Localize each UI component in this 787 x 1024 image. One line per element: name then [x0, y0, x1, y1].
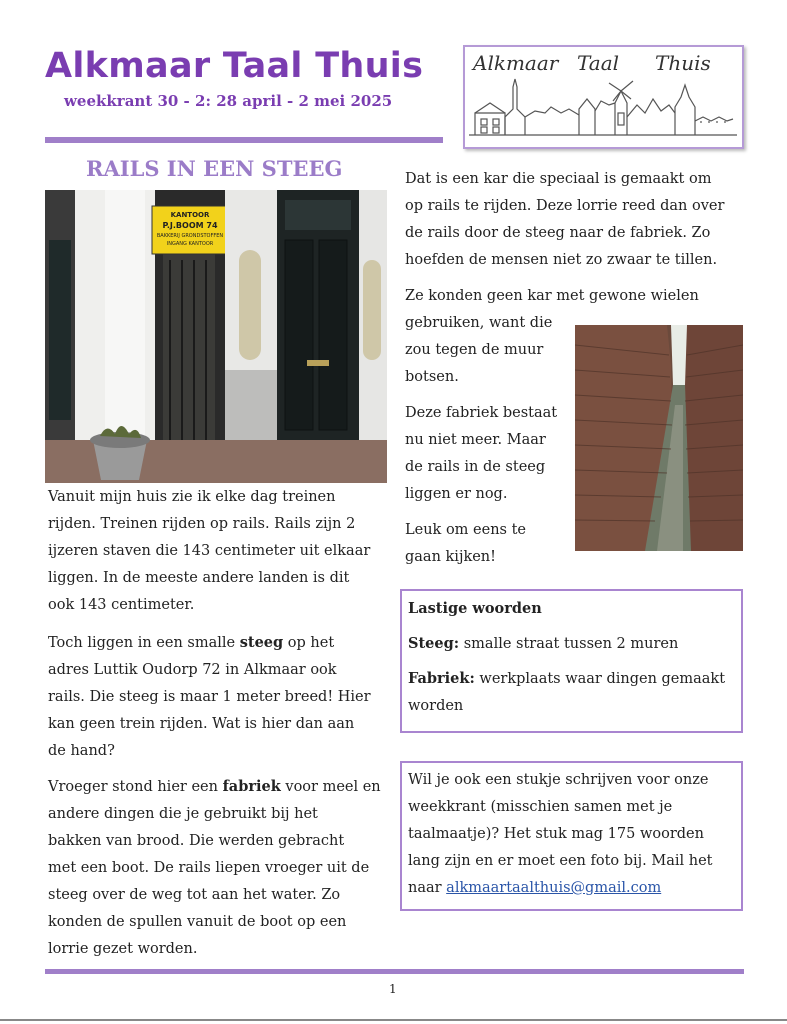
- text-line: andere dingen die je gebruikt bij het: [48, 806, 318, 822]
- logo: [463, 45, 744, 149]
- text-line: Leuk om eens te: [405, 522, 526, 538]
- text-line: Ze konden geen kar met gewone wielen: [405, 288, 699, 304]
- sign-line-4: INGANG KANTOOR: [166, 241, 214, 247]
- text-line: de rails in de steeg: [405, 459, 546, 475]
- text-line: de hand?: [48, 743, 115, 759]
- difficult-words-box: [400, 589, 743, 733]
- text-line: gebruiken, want die: [405, 315, 553, 331]
- text-line: gaan kijken!: [405, 549, 496, 565]
- text-line: botsen.: [405, 369, 459, 385]
- text-line: Vanuit mijn huis zie ik elke dag treinen: [48, 489, 336, 505]
- text-line: steeg over de weg tot aan het water. Zo: [48, 887, 341, 903]
- text-line: Vroeger stond hier een fabriek voor meel en: [48, 778, 381, 795]
- text-line: ijzeren staven die 143 centimeter uit elkaar: [48, 543, 371, 559]
- definition-steeg: Steeg: smalle straat tussen 2 muren: [408, 635, 679, 652]
- email-link[interactable]: alkmaartaalthuis@gmail.com: [446, 880, 662, 896]
- page-edge: [0, 1019, 787, 1021]
- text-line: hoefden de mensen niet zo zwaar te tillen.: [405, 252, 718, 268]
- text-line: konden de spullen vanuit de boot op een: [48, 914, 347, 930]
- text-line: Deze fabriek bestaat: [405, 405, 558, 421]
- footer-divider: [45, 969, 744, 974]
- write-for-us-box: [400, 761, 743, 911]
- text-line: Wil je ook een stukje schrijven voor onze: [408, 772, 709, 788]
- text-line: adres Luttik Oudorp 72 in Alkmaar ook: [48, 662, 337, 678]
- text-line: liggen. In de meeste andere landen is dit: [48, 570, 350, 586]
- issue-subtitle: weekkrant 30 - 2: 28 april - 2 mei 2025: [64, 92, 393, 110]
- difficult-words-title: Lastige woorden: [408, 600, 542, 617]
- text-line: liggen er nog.: [405, 486, 508, 502]
- text-line: Dat is een kar die speciaal is gemaakt om: [405, 171, 712, 187]
- text-line: lang zijn en er moet een foto bij. Mail het: [408, 853, 713, 869]
- text-line: rails. Die steeg is maar 1 meter breed! Hier: [48, 689, 371, 705]
- text-line: weekkrant (misschien samen met je: [408, 799, 673, 815]
- text-line: met een boot. De rails liepen vroeger uit de: [48, 860, 370, 876]
- text-line: zou tegen de muur: [405, 342, 544, 358]
- definition-fabriek-cont: worden: [408, 698, 464, 714]
- logo-word-taal: Taal: [577, 51, 620, 75]
- text-line: naar alkmaartaalthuis@gmail.com: [408, 880, 662, 896]
- sign-line-1: KANTOOR: [170, 211, 210, 219]
- text-line: de rails door de steeg naar de fabriek. Zo: [405, 225, 711, 241]
- article-headline: RAILS IN EEN STEEG: [86, 156, 343, 181]
- text-line: op rails te rijden. Deze lorrie reed dan over: [405, 198, 725, 214]
- alley-entrance-photo: [45, 190, 387, 483]
- sign-line-3: BAKKERIJ GRONDSTOFFEN: [156, 233, 224, 239]
- text-line: rijden. Treinen rijden op rails. Rails zijn 2: [48, 516, 356, 532]
- paragraph-fabriek: [48, 773, 388, 963]
- paragraph-trains: [48, 484, 388, 619]
- text-line: kan geen trein rijden. Wat is hier dan aan: [48, 716, 355, 732]
- text-line: nu niet meer. Maar: [405, 432, 546, 448]
- logo-word-thuis: Thuis: [655, 51, 711, 75]
- text-line: taalmaatje)? Het stuk mag 175 woorden: [408, 826, 704, 842]
- text-line: lorrie gezet worden.: [48, 941, 198, 957]
- logo-word-alkmaar: Alkmaar: [473, 51, 559, 75]
- bold-term-fabriek: fabriek: [222, 778, 281, 795]
- newspaper-title: Alkmaar Taal Thuis: [45, 46, 424, 86]
- paragraph-steeg: [48, 629, 388, 765]
- text-line: ook 143 centimeter.: [48, 597, 195, 613]
- text-line: bakken van brood. Die werden gebracht: [48, 833, 345, 849]
- bold-term-steeg: steeg: [239, 634, 284, 651]
- page-number: 1: [389, 982, 397, 996]
- paragraph-lorrie: [405, 166, 740, 274]
- narrow-alley-photo: [575, 325, 743, 551]
- sign-line-2: P.J.BOOM 74: [162, 221, 218, 230]
- masthead-divider: [45, 137, 443, 143]
- text-line: Toch liggen in een smalle steeg op het: [48, 634, 335, 651]
- definition-fabriek: Fabriek: werkplaats waar dingen gemaakt: [408, 670, 726, 687]
- skyline-illustration: [469, 77, 737, 143]
